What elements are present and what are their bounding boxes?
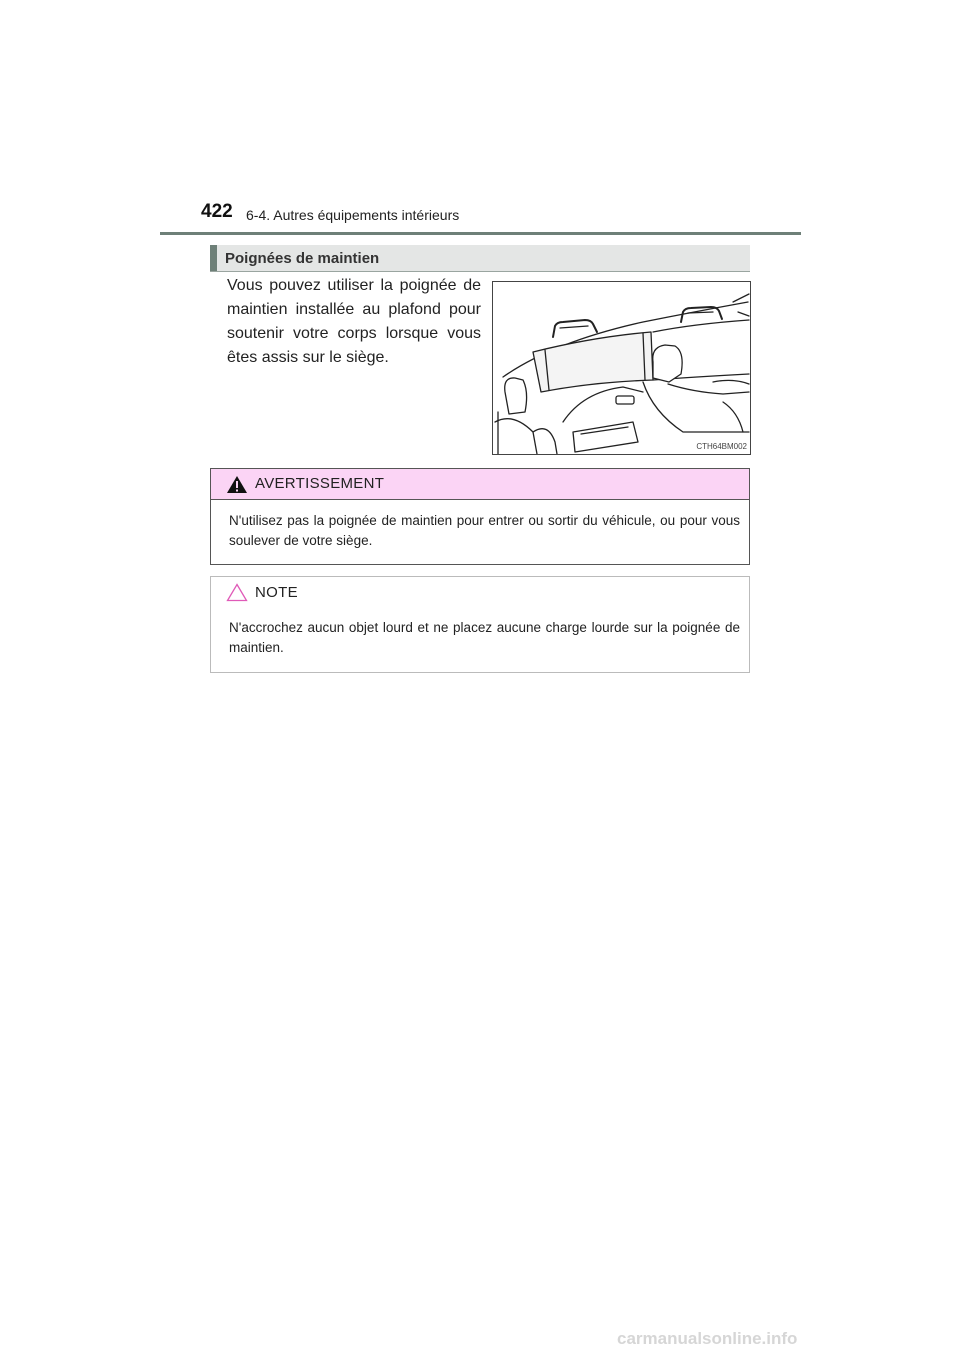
warning-header xyxy=(211,469,749,500)
section-heading-text: Poignées de maintien xyxy=(225,250,380,267)
car-interior-drawing xyxy=(493,282,750,454)
intro-paragraph: Vous pouvez utiliser la poignée de maintien installée au plafond pour soutenir votre corps lorsque vous êtes assis sur le siège. xyxy=(227,277,481,366)
note-box xyxy=(210,576,750,673)
heading-accent xyxy=(210,245,217,271)
note-title: NOTE xyxy=(255,584,298,601)
warning-text: N'utilisez pas la poignée de maintien pour entrer ou sortir du véhicule, ou pour vous soulever de votre siège. xyxy=(229,513,740,548)
warning-title: AVERTISSEMENT xyxy=(255,475,385,492)
header-rule xyxy=(160,232,801,235)
figure-code: CTH64BM002 xyxy=(696,442,747,451)
page-number: 422 xyxy=(201,201,233,222)
note-text: N'accrochez aucun objet lourd et ne placez aucune charge lourde sur la poignée de maintien. xyxy=(229,620,740,655)
section-heading xyxy=(210,245,750,272)
section-title: 6-4. Autres équipements intérieurs xyxy=(246,207,460,223)
watermark-text: carmanualsonline.info xyxy=(617,1329,798,1348)
note-header xyxy=(211,577,749,607)
caution-triangle-outline-icon xyxy=(226,583,248,602)
warning-box xyxy=(210,468,750,565)
assist-grip-illustration xyxy=(492,281,751,455)
warning-triangle-icon xyxy=(226,475,248,494)
